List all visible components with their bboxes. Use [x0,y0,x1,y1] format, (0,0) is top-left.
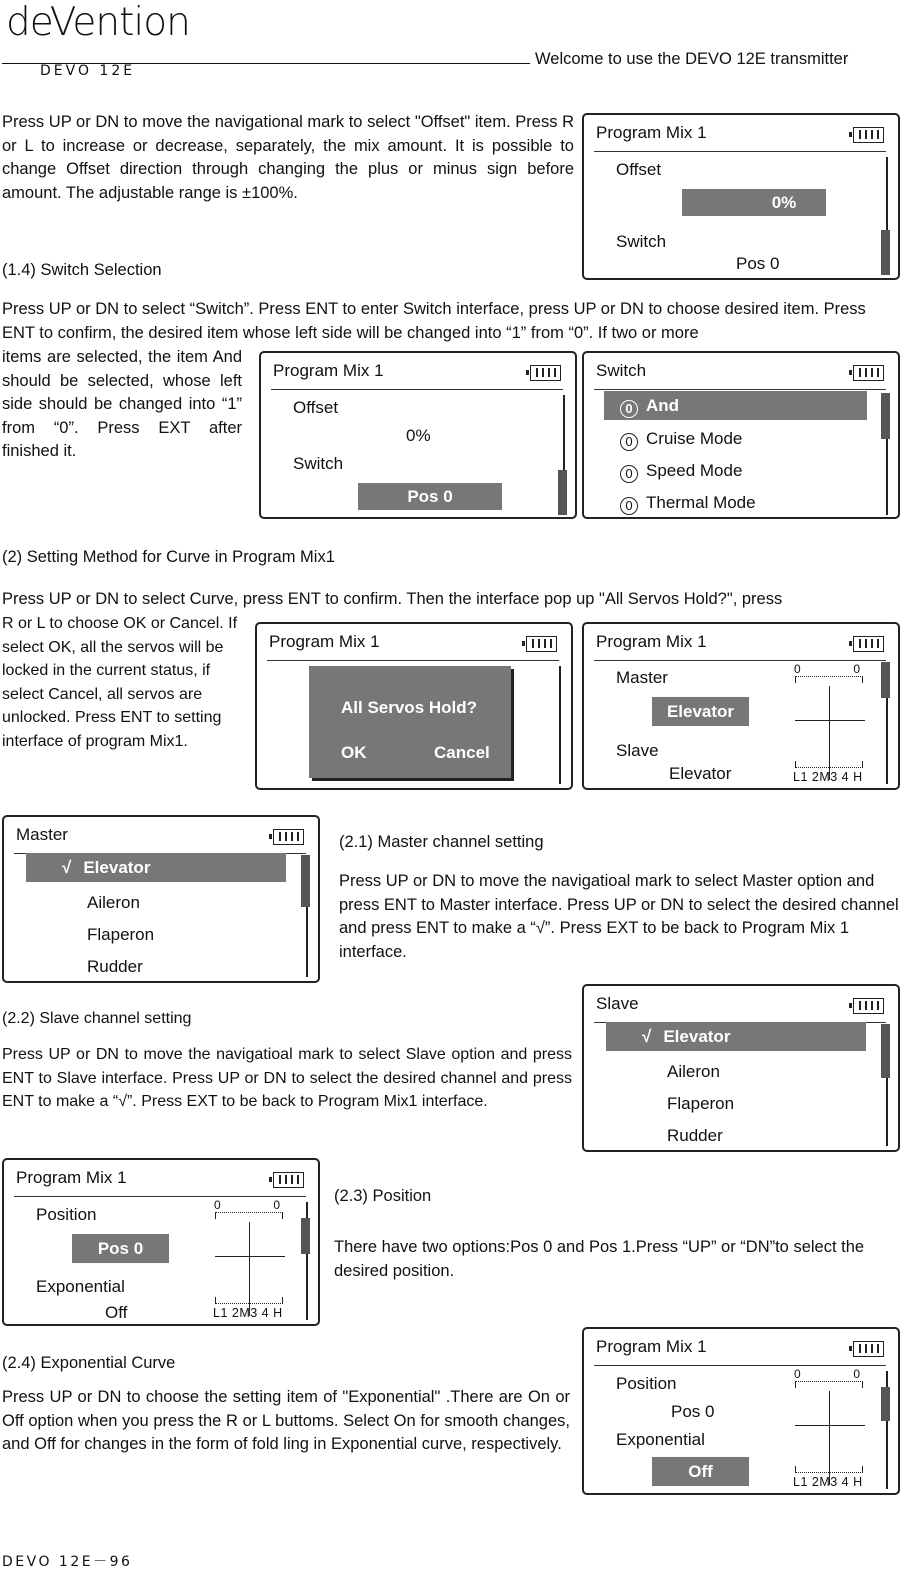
position-value: Pos 0 [671,1402,715,1421]
battery-icon [853,636,884,652]
exponential-label: Exponential [616,1430,705,1449]
model-name: DEVO 12E [40,63,136,79]
graph-axis-labels: L1 2M3 4 H [213,1306,283,1320]
graph-bottom-ticks [215,1297,283,1304]
scrollbar-thumb [301,1218,310,1254]
screen-title: Program Mix 1 [596,1337,707,1356]
slave-item-selected [606,1022,866,1051]
slave-channel-heading: (2.2) Slave channel setting [2,1010,192,1027]
page-footer: DEVO 12E－96 [2,1554,133,1570]
offset-label: Offset [293,398,339,417]
master-item-label: Elevator [83,858,151,877]
graph-top-left-label: 0 [794,1367,801,1381]
curve-graph [793,1367,868,1489]
battery-icon [273,829,304,845]
slave-item-label: Elevator [663,1027,731,1046]
title-separator [14,1196,306,1197]
check-mark-icon: √ [62,858,72,877]
battery-icon [853,127,884,143]
position-value-highlight: Pos 0 [72,1234,169,1263]
screen-title: Program Mix 1 [596,632,707,651]
ok-button[interactable]: OK [341,743,367,762]
title-separator [594,389,886,390]
title-separator [271,389,563,390]
screen-switch-list [582,351,900,519]
position-label: Position [36,1205,97,1224]
scrollbar-thumb [881,230,890,275]
switch-selection-heading: (1.4) Switch Selection [2,261,162,279]
graph-axis-labels: L1 2M3 4 H [793,1475,863,1489]
graph-top-right-label: 0 [853,1367,860,1381]
screen-title: Master [16,825,68,844]
switch-item-selected [604,391,867,420]
switch-item-label: Thermal Mode [646,493,756,512]
exponential-value: Off [105,1303,128,1322]
switch-value: Pos 0 [736,254,780,273]
switch-label: Switch [616,232,667,251]
dialog-question: All Servos Hold? [341,698,478,717]
title-separator [594,1365,886,1366]
master-channel-text: Press UP or DN to move the navigatioal mark to select Master option and press ENT to Master interface. Press UP or DN to select the desired channel and press ENT to make a “√”. Press EXT to be back to Program Mix 1 interface. [339,872,899,961]
brand-logo: deVention [6,0,190,45]
slave-label: Slave [616,741,659,760]
screen-title: Program Mix 1 [269,632,380,651]
battery-icon [530,365,561,381]
master-item: Flaperon [87,925,155,944]
graph-top-right-label: 0 [273,1198,280,1212]
master-value-highlight: Elevator [652,697,749,726]
screen-master-list [2,815,320,983]
screen-title: Program Mix 1 [596,123,707,142]
screen-slave-list [582,984,900,1152]
graph-top-left-label: 0 [794,662,801,676]
exponential-heading: (2.4) Exponential Curve [2,1354,176,1372]
screen-program-mix-offset [582,113,900,280]
battery-icon [526,636,557,652]
exponential-value-highlight: Off [652,1457,749,1486]
title-separator [267,660,559,661]
graph-top-ticks [795,1381,863,1388]
switch-selection-text-continued: items are selected, the item And should be selected, whose left side should be changed into “1” from “0”. Press EXT after finished it. [2,348,242,461]
graph-bottom-ticks [795,761,863,768]
slave-value: Elevator [669,764,732,783]
state-zero-icon: 0 [620,465,638,483]
position-heading: (2.3) Position [334,1187,432,1205]
switch-value-highlight: Pos 0 [358,483,502,510]
graph-axis-labels: L1 2M3 4 H [793,770,863,784]
switch-item [620,461,742,483]
screen-title: Program Mix 1 [273,361,384,380]
title-separator [594,151,886,152]
curve-graph [793,662,868,784]
screen-all-servos-hold [255,622,573,790]
slave-item: Flaperon [667,1094,735,1113]
graph-curve-line [215,1256,285,1257]
state-zero-icon: 0 [620,400,638,418]
screen-program-mix-master [582,622,900,790]
cancel-button[interactable]: Cancel [434,743,490,762]
graph-top-right-label: 0 [853,662,860,676]
battery-icon [273,1172,304,1188]
switch-item [620,493,756,515]
offset-value-highlight [682,189,826,216]
master-channel-heading: (2.1) Master channel setting [339,833,544,851]
exponential-label: Exponential [36,1277,125,1296]
switch-label: Switch [293,454,344,473]
scrollbar-thumb [301,855,310,907]
curve-heading: (2) Setting Method for Curve in Program Mix1 [2,548,335,566]
offset-paragraph: Press UP or DN to move the navigational mark to select "Offset" item. Press R or L to increase or decrease, separately, the mix amount. It is possible to change Offset direction through changing the plus or minus sign before amount. The adjustable range is ±100%. [2,113,574,202]
offset-value: 0% [771,193,797,212]
master-item: Rudder [87,957,143,976]
slave-item: Aileron [667,1062,720,1081]
battery-icon [853,365,884,381]
header-welcome: Welcome to use the DEVO 12E transmitter [535,50,849,68]
screen-title: Switch [596,361,647,380]
screen-program-mix-switch [259,351,577,519]
graph-top-ticks [795,676,863,683]
screen-program-mix-position [2,1158,320,1326]
slave-channel-text: Press UP or DN to move the navigatioal mark to select Slave option and press ENT to Slave interface. Press UP or DN to select the desired channel and press ENT to make a “√”. Press EXT to be back to Program Mix1 interface. [2,1046,572,1111]
curve-text-continued: R or L to choose OK or Cancel. If select OK, all the servos will be locked in the current status, if select Cancel, all servos are unlocked. Press ENT to setting interface of program Mix1. [2,615,238,750]
curve-text: Press UP or DN to select Curve, press ENT to confirm. Then the interface pop up "All Servos Hold?", press [2,590,783,608]
screen-title: Program Mix 1 [16,1168,127,1187]
check-mark-icon: √ [642,1027,652,1046]
scrollbar-thumb [881,1024,890,1078]
curve-graph [213,1198,288,1320]
slave-item: Rudder [667,1126,723,1145]
title-separator [594,660,886,661]
graph-curve-line [795,1425,865,1426]
battery-icon [853,1341,884,1357]
position-text: There have two options:Pos 0 and Pos 1.Press “UP” or “DN”to select the desired position. [334,1238,865,1280]
switch-item-label: And [646,396,680,415]
switch-item-label: Cruise Mode [646,429,743,448]
exponential-text: Press UP or DN to choose the setting item of "Exponential" .There are On or Off option when you press the R or L buttoms. Select On for smooth changes, and Off for changes in the form of fold ling in Exponential curve, respectively. [2,1388,570,1454]
switch-item [620,429,742,451]
master-item: Aileron [87,893,140,912]
scrollbar-thumb [881,393,890,439]
graph-top-ticks [215,1212,283,1219]
offset-value: 0% [406,426,431,445]
position-label: Position [616,1374,677,1393]
graph-top-left-label: 0 [214,1198,221,1212]
scrollbar-track [559,666,561,784]
scrollbar-thumb [881,662,890,698]
header-rule [2,63,530,64]
scrollbar-thumb [558,470,567,515]
hold-dialog [309,666,511,778]
switch-selection-text: Press UP or DN to select “Switch”. Press ENT to enter Switch interface, press UP or DN to choose desired item. Press ENT to confirm, the desired item whose left side will be changed into “1” from “0”. If two or more [2,300,866,342]
graph-bottom-ticks [795,1466,863,1473]
master-item-selected [26,853,286,882]
scrollbar-thumb [881,1387,890,1421]
graph-curve-line [795,720,865,721]
state-zero-icon: 0 [620,497,638,515]
master-label: Master [616,668,668,687]
offset-label: Offset [616,160,662,179]
battery-icon [853,998,884,1014]
screen-program-mix-exponential [582,1327,900,1495]
state-zero-icon: 0 [620,433,638,451]
screen-title: Slave [596,994,639,1013]
switch-item-label: Speed Mode [646,461,743,480]
